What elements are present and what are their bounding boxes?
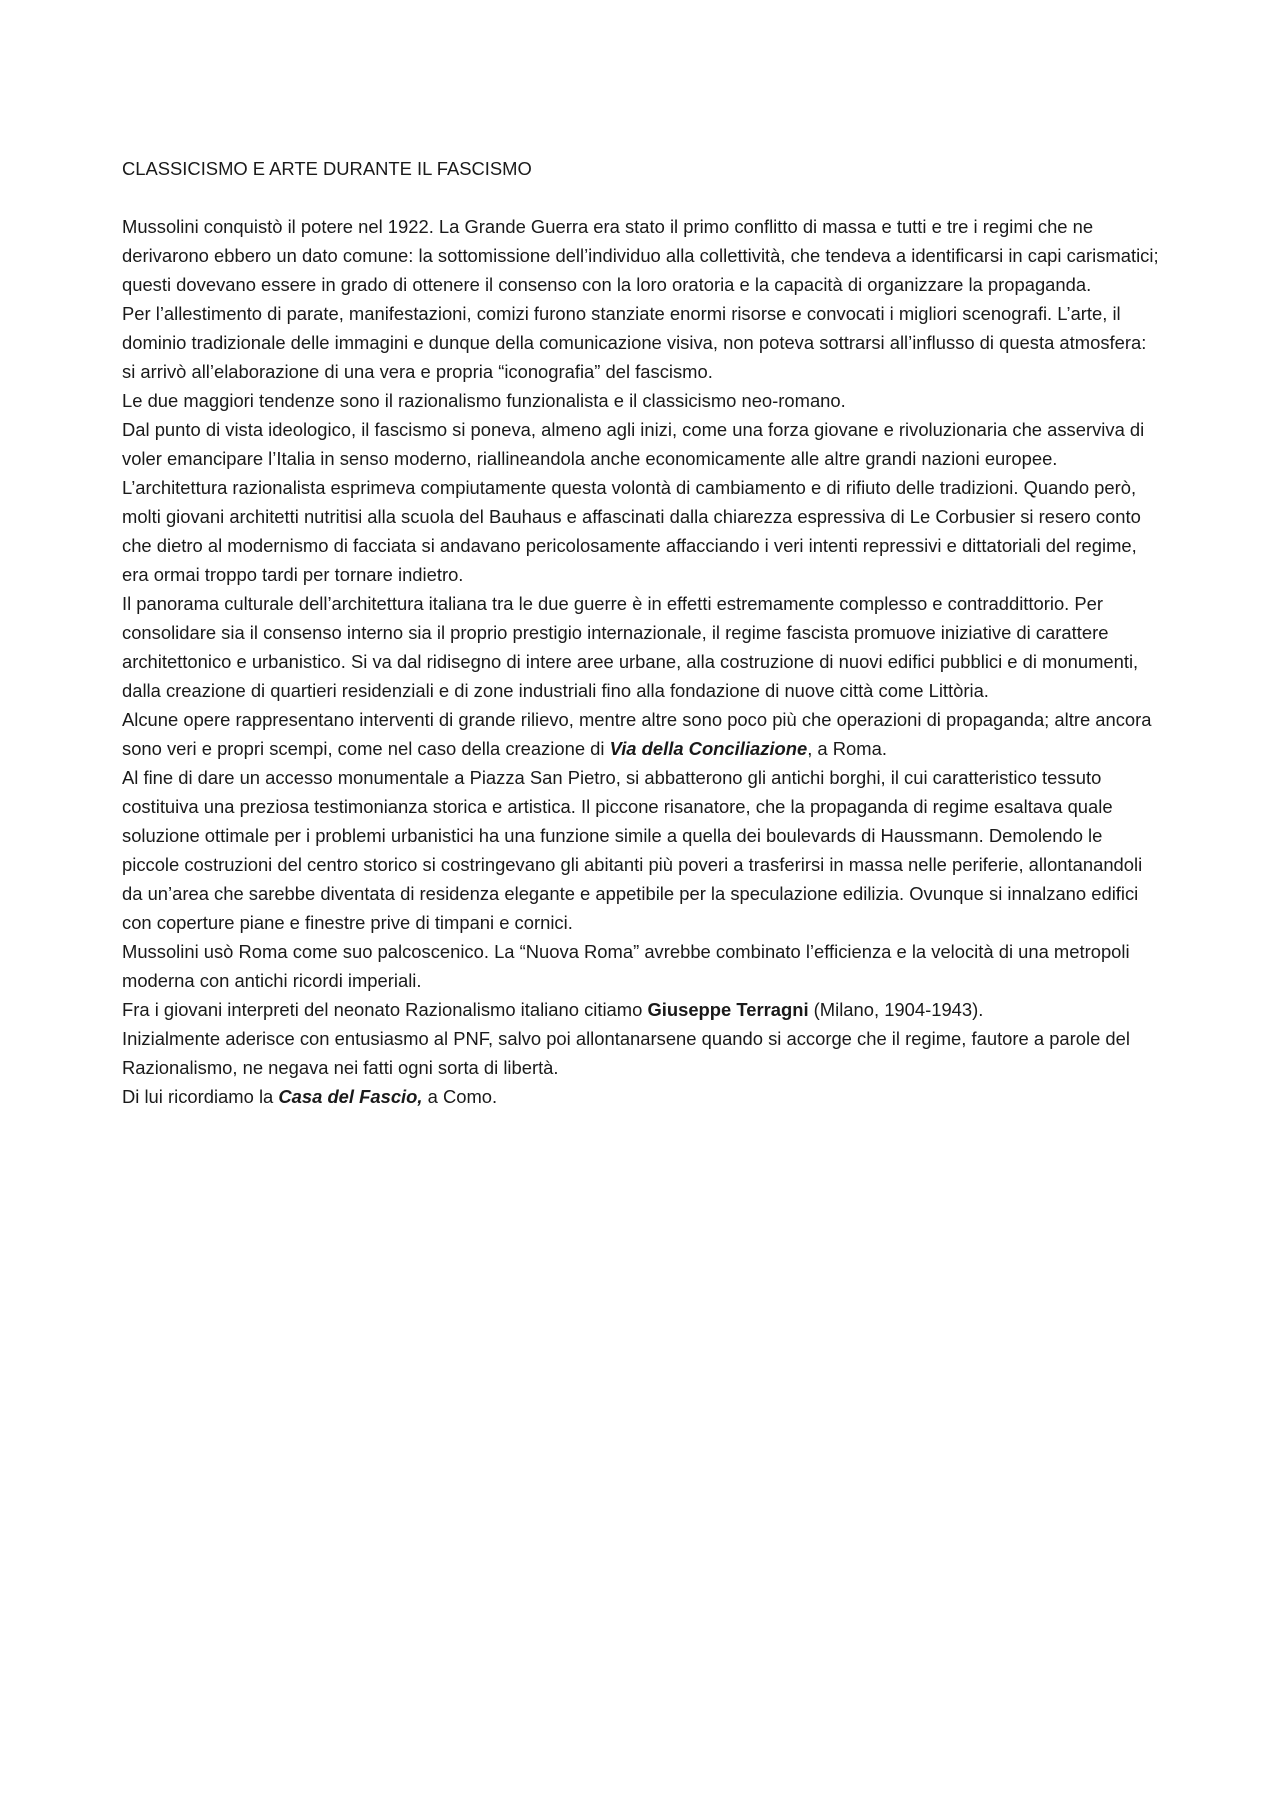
casa-del-fascio-emphasis: Casa del Fascio, (278, 1086, 423, 1107)
via-della-conciliazione-emphasis: Via della Conciliazione (609, 738, 808, 759)
paragraph-7-text-b: , a Roma. (807, 738, 887, 759)
paragraph-12 (122, 1082, 1162, 1111)
giuseppe-terragni-emphasis: Giuseppe Terragni (647, 999, 809, 1020)
paragraph-5: L’architettura razionalista esprimeva compiutamente questa volontà di cambiamento e di rifiuto delle tradizioni. Quando però, molti giovani architetti nutritisi alla scuola del Bauhaus e affascinati dalla chiarezza espressiva di Le Corbusier si resero conto che dietro al modernismo di facciata si andavano pericolosamente affacciando i veri intenti repressivi e dittatoriali del regime, era ormai troppo tardi per tornare indietro. (122, 477, 1141, 585)
paragraph-4: Dal punto di vista ideologico, il fascismo si poneva, almeno agli inizi, come una forza giovane e rivoluzionaria che asserviva di voler emancipare l’Italia in senso moderno, riallineandola anche economicamente alle altre grandi nazioni europee. (122, 419, 1145, 469)
paragraph-12-text-b: a Como. (422, 1086, 498, 1107)
document-title: CLASSICISMO E ARTE DURANTE IL FASCISMO (122, 158, 532, 179)
paragraph-11: Inizialmente aderisce con entusiasmo al PNF, salvo poi allontanarsene quando si accorge che il regime, fautore a parole del Razionalismo, ne negava nei fatti ogni sorta di libertà. (122, 1028, 1130, 1078)
paragraph-7 (122, 705, 1162, 763)
paragraph-9: Mussolini usò Roma come suo palcoscenico. La “Nuova Roma” avrebbe combinato l’efficienza e la velocità di una metropoli moderna con antichi ricordi imperiali. (122, 941, 1130, 991)
paragraph-6: Il panorama culturale dell’architettura italiana tra le due guerre è in effetti estremamente complesso e contraddittorio. Per consolidare sia il consenso interno sia il proprio prestigio internazionale, il regime fascista promuove iniziative di carattere architettonico e urbanistico. Si va dal ridisegno di intere aree urbane, alla costruzione di nuovi edifici pubblici e di monumenti, dalla creazione di quartieri residenziali e di zone industriali fino alla fondazione di nuove città come Littòria. (122, 593, 1139, 701)
paragraph-8: Al fine di dare un accesso monumentale a Piazza San Pietro, si abbatterono gli antichi borghi, il cui caratteristico tessuto costituiva una preziosa testimonianza storica e artistica. Il piccone risanatore, che la propaganda di regime esaltava quale soluzione ottimale per i problemi urbanistici ha una funzione simile a quella dei boulevards di Haussmann. Demolendo le piccole costruzioni del centro storico si costringevano gli abitanti più poveri a trasferirsi in massa nelle periferie, allontanandoli da un’area che sarebbe diventata di residenza elegante e appetibile per la speculazione edilizia. Ovunque si innalzano edifici con coperture piane e finestre prive di timpani e cornici. (122, 767, 1143, 933)
paragraph-3: Le due maggiori tendenze sono il razionalismo funzionalista e il classicismo neo-romano. (122, 390, 846, 411)
paragraph-1: Mussolini conquistò il potere nel 1922. La Grande Guerra era stato il primo conflitto di massa e tutti e tre i regimi che ne derivarono ebbero un dato comune: la sottomissione dell’individuo alla collettività, che tendeva a identificarsi in capi carismatici; questi dovevano essere in grado di ottenere il consenso con la loro oratoria e la capacità di organizzare la propaganda. (122, 216, 1159, 295)
paragraph-10-text-a: Fra i giovani interpreti del neonato Razionalismo italiano citiamo (122, 999, 648, 1020)
document-page (122, 154, 1162, 1111)
paragraph-10 (122, 995, 1162, 1024)
paragraph-2: Per l’allestimento di parate, manifestazioni, comizi furono stanziate enormi risorse e convocati i migliori scenografi. L’arte, il dominio tradizionale delle immagini e dunque della comunicazione visiva, non poteva sottrarsi all’influsso di questa atmosfera: si arrivò all’elaborazione di una vera e propria “iconografia” del fascismo. (122, 303, 1147, 382)
paragraph-7-text-a: Alcune opere rappresentano interventi di grande rilievo, mentre altre sono poco più che operazioni di propaganda; altre ancora sono veri e propri scempi, come nel caso della creazione di (122, 709, 1152, 759)
paragraph-10-text-b: (Milano, 1904-1943). (808, 999, 984, 1020)
paragraph-12-text-a: Di lui ricordiamo la (122, 1086, 279, 1107)
